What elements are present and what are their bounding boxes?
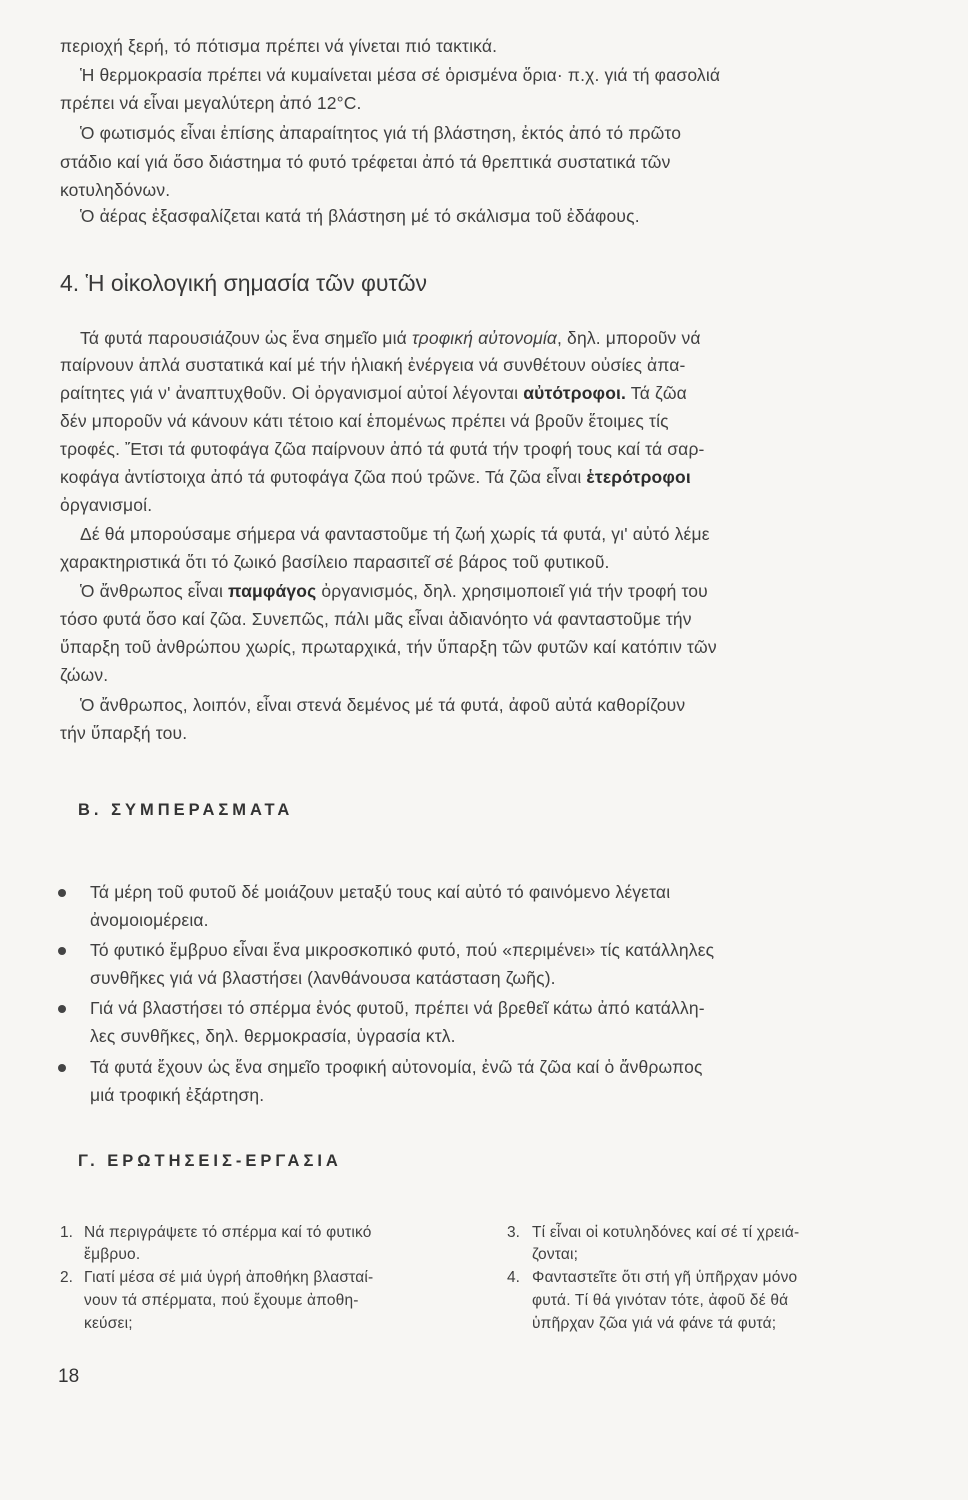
bold-term: αὐτότροφοι. (523, 383, 627, 403)
question-line: Νά περιγράψετε τό σπέρμα καί τό φυτικό (84, 1224, 372, 1241)
section-heading: 4. Ἡ οἰκολογική σημασία τῶν φυτῶν (60, 270, 428, 296)
bullet-icon (58, 889, 66, 897)
text-line: περιοχή ξερή, τό πότισμα πρέπει νά γίνεται πιό τακτικά. (60, 36, 498, 56)
text-line: ὕπαρξη τοῦ ἀνθρώπου χωρίς, πρωταρχικά, τήν ὕπαρξη τῶν φυτῶν καί κατόπιν τῶν (60, 637, 717, 657)
list-item-line: Γιά νά βλαστήσει τό σπέρμα ἑνός φυτοῦ, πρέπει νά βρεθεῖ κάτω ἀπό κατάλλη- (90, 998, 705, 1018)
question-line: ὑπῆρχαν ζῶα γιά νά φάνε τά φυτά; (532, 1315, 777, 1332)
conclusions-heading: Β. ΣΥΜΠΕΡΑΣΜΑΤΑ (78, 801, 294, 819)
text-line: τόσο φυτά ὅσο καί ζῶα. Συνεπῶς, πάλι μᾶς εἶναι ἀδιανόητο νά φανταστοῦμε τήν (60, 609, 692, 629)
bold-term: ἑτερότροφοι (586, 467, 691, 487)
question-line: ζονται; (532, 1246, 579, 1263)
page-number: 18 (58, 1366, 80, 1387)
question-line: φυτά. Τί θά γινόταν τότε, ἀφοῦ δέ θά (532, 1292, 789, 1309)
bullet-icon (58, 1005, 66, 1013)
text-line: Ὁ ἀέρας ἐξασφαλίζεται κατά τή βλάστηση μέ τό σκάλισμα τοῦ ἐδάφους. (80, 206, 640, 226)
text-line: Τά φυτά παρουσιάζουν ὡς ἕνα σημεῖο μιά τροφική αὐτονομία, δηλ. μποροῦν νά (80, 328, 701, 348)
question-number: 1. (60, 1224, 73, 1241)
text-line: δέν μποροῦν νά κάνουν κάτι τέτοιο καί ἑπομένως πρέπει νά βροῦν ἕτοιμες τίς (60, 411, 669, 431)
text-line: παίρνουν ἁπλά συστατικά καί μέ τήν ἡλιακή ἐνέργεια νά συνθέτουν οὐσίες ἀπα- (60, 355, 686, 375)
question-line: Τί εἶναι οἱ κοτυληδόνες καί σέ τί χρειά- (532, 1224, 800, 1241)
text-line: χαρακτηριστικά ὅτι τό ζωικό βασίλειο παρασιτεῖ σέ βάρος τοῦ φυτικοῦ. (60, 552, 610, 572)
text-line: Ὁ ἄνθρωπος, λοιπόν, εἶναι στενά δεμένος μέ τά φυτά, ἀφοῦ αὐτά καθορίζουν (80, 695, 686, 715)
question-number: 3. (507, 1224, 520, 1241)
text-line: τροφές. Ἔτσι τά φυτοφάγα ζῶα παίρνουν ἀπό τά φυτά τήν τροφή τους καί τά σαρ- (60, 439, 705, 459)
text-line: ὀργανισμοί. (60, 495, 153, 515)
text-line: ζώων. (60, 665, 109, 685)
text-line: Ἡ θερμοκρασία πρέπει νά κυμαίνεται μέσα σέ ὁρισμένα ὅρια· π.χ. γιά τή φασολιά (80, 65, 721, 85)
text-line: Ὁ ἄνθρωπος εἶναι παμφάγος ὀργανισμός, δηλ. χρησιμοποιεῖ γιά τήν τροφή του (80, 581, 708, 601)
text-line: κοτυληδόνων. (60, 180, 171, 200)
text-line: Ὁ φωτισμός εἶναι ἐπίσης ἀπαραίτητος γιά τή βλάστηση, ἐκτός ἀπό τό πρῶτο (80, 123, 682, 143)
list-item-line: Τά μέρη τοῦ φυτοῦ δέ μοιάζουν μεταξύ τους καί αὐτό τό φαινόμενο λέγεται (90, 882, 671, 902)
text-line: Δέ θά μπορούσαμε σήμερα νά φανταστοῦμε τή ζωή χωρίς τά φυτά, γι' αὐτό λέμε (80, 524, 710, 544)
question-number: 2. (60, 1269, 73, 1286)
text-line: στάδιο καί γιά ὅσο διάστημα τό φυτό τρέφεται ἀπό τά θρεπτικά συστατικά τῶν (60, 152, 671, 172)
text-line: τήν ὕπαρξή του. (60, 723, 188, 743)
list-item-line: λες συνθῆκες, δηλ. θερμοκρασία, ὑγρασία κτλ. (90, 1026, 456, 1046)
question-line: νουν τά σπέρματα, πού ἔχουμε ἀποθη- (84, 1292, 359, 1309)
list-item-line: ἀνομοιομέρεια. (90, 910, 209, 930)
bold-term: παμφάγος (228, 581, 317, 601)
text-line: κοφάγα ἀντίστοιχα ἀπό τά φυτοφάγα ζῶα πού τρῶνε. Τά ζῶα εἶναι ἑτερότροφοι (60, 467, 691, 487)
question-line: κεύσει; (84, 1315, 133, 1332)
question-number: 4. (507, 1269, 520, 1286)
question-line: ἔμβρυο. (84, 1246, 141, 1263)
text-line: ραίτητες γιά ν' ἀναπτυχθοῦν. Οἱ ὀργανισμοί αὐτοί λέγονται αὐτότροφοι. Τά ζῶα (60, 383, 687, 403)
bullet-icon (58, 947, 66, 955)
list-item-line: μιά τροφική ἐξάρτηση. (90, 1085, 265, 1105)
italic-term: τροφική αὐτονομία (411, 328, 558, 348)
bullet-icon (58, 1064, 66, 1072)
question-line: Φανταστεῖτε ὅτι στή γῆ ὑπῆρχαν μόνο (532, 1269, 798, 1286)
question-line: Γιατί μέσα σέ μιά ὑγρή ἀποθήκη βλασταί- (84, 1269, 374, 1286)
list-item-line: Τά φυτά ἔχουν ὡς ἕνα σημεῖο τροφική αὐτονομία, ἐνῶ τά ζῶα καί ὁ ἄνθρωπος (90, 1057, 703, 1077)
list-item-line: Τό φυτικό ἔμβρυο εἶναι ἕνα μικροσκοπικό φυτό, πού «περιμένει» τίς κατάλληλες (90, 940, 715, 960)
questions-heading: Γ. ΕΡΩΤΗΣΕΙΣ-ΕΡΓΑΣΙΑ (78, 1152, 342, 1170)
list-item-line: συνθῆκες γιά νά βλαστήσει (λανθάνουσα κατάσταση ζωῆς). (90, 968, 556, 988)
text-line: πρέπει νά εἶναι μεγαλύτερη ἀπό 12°C. (60, 93, 362, 113)
